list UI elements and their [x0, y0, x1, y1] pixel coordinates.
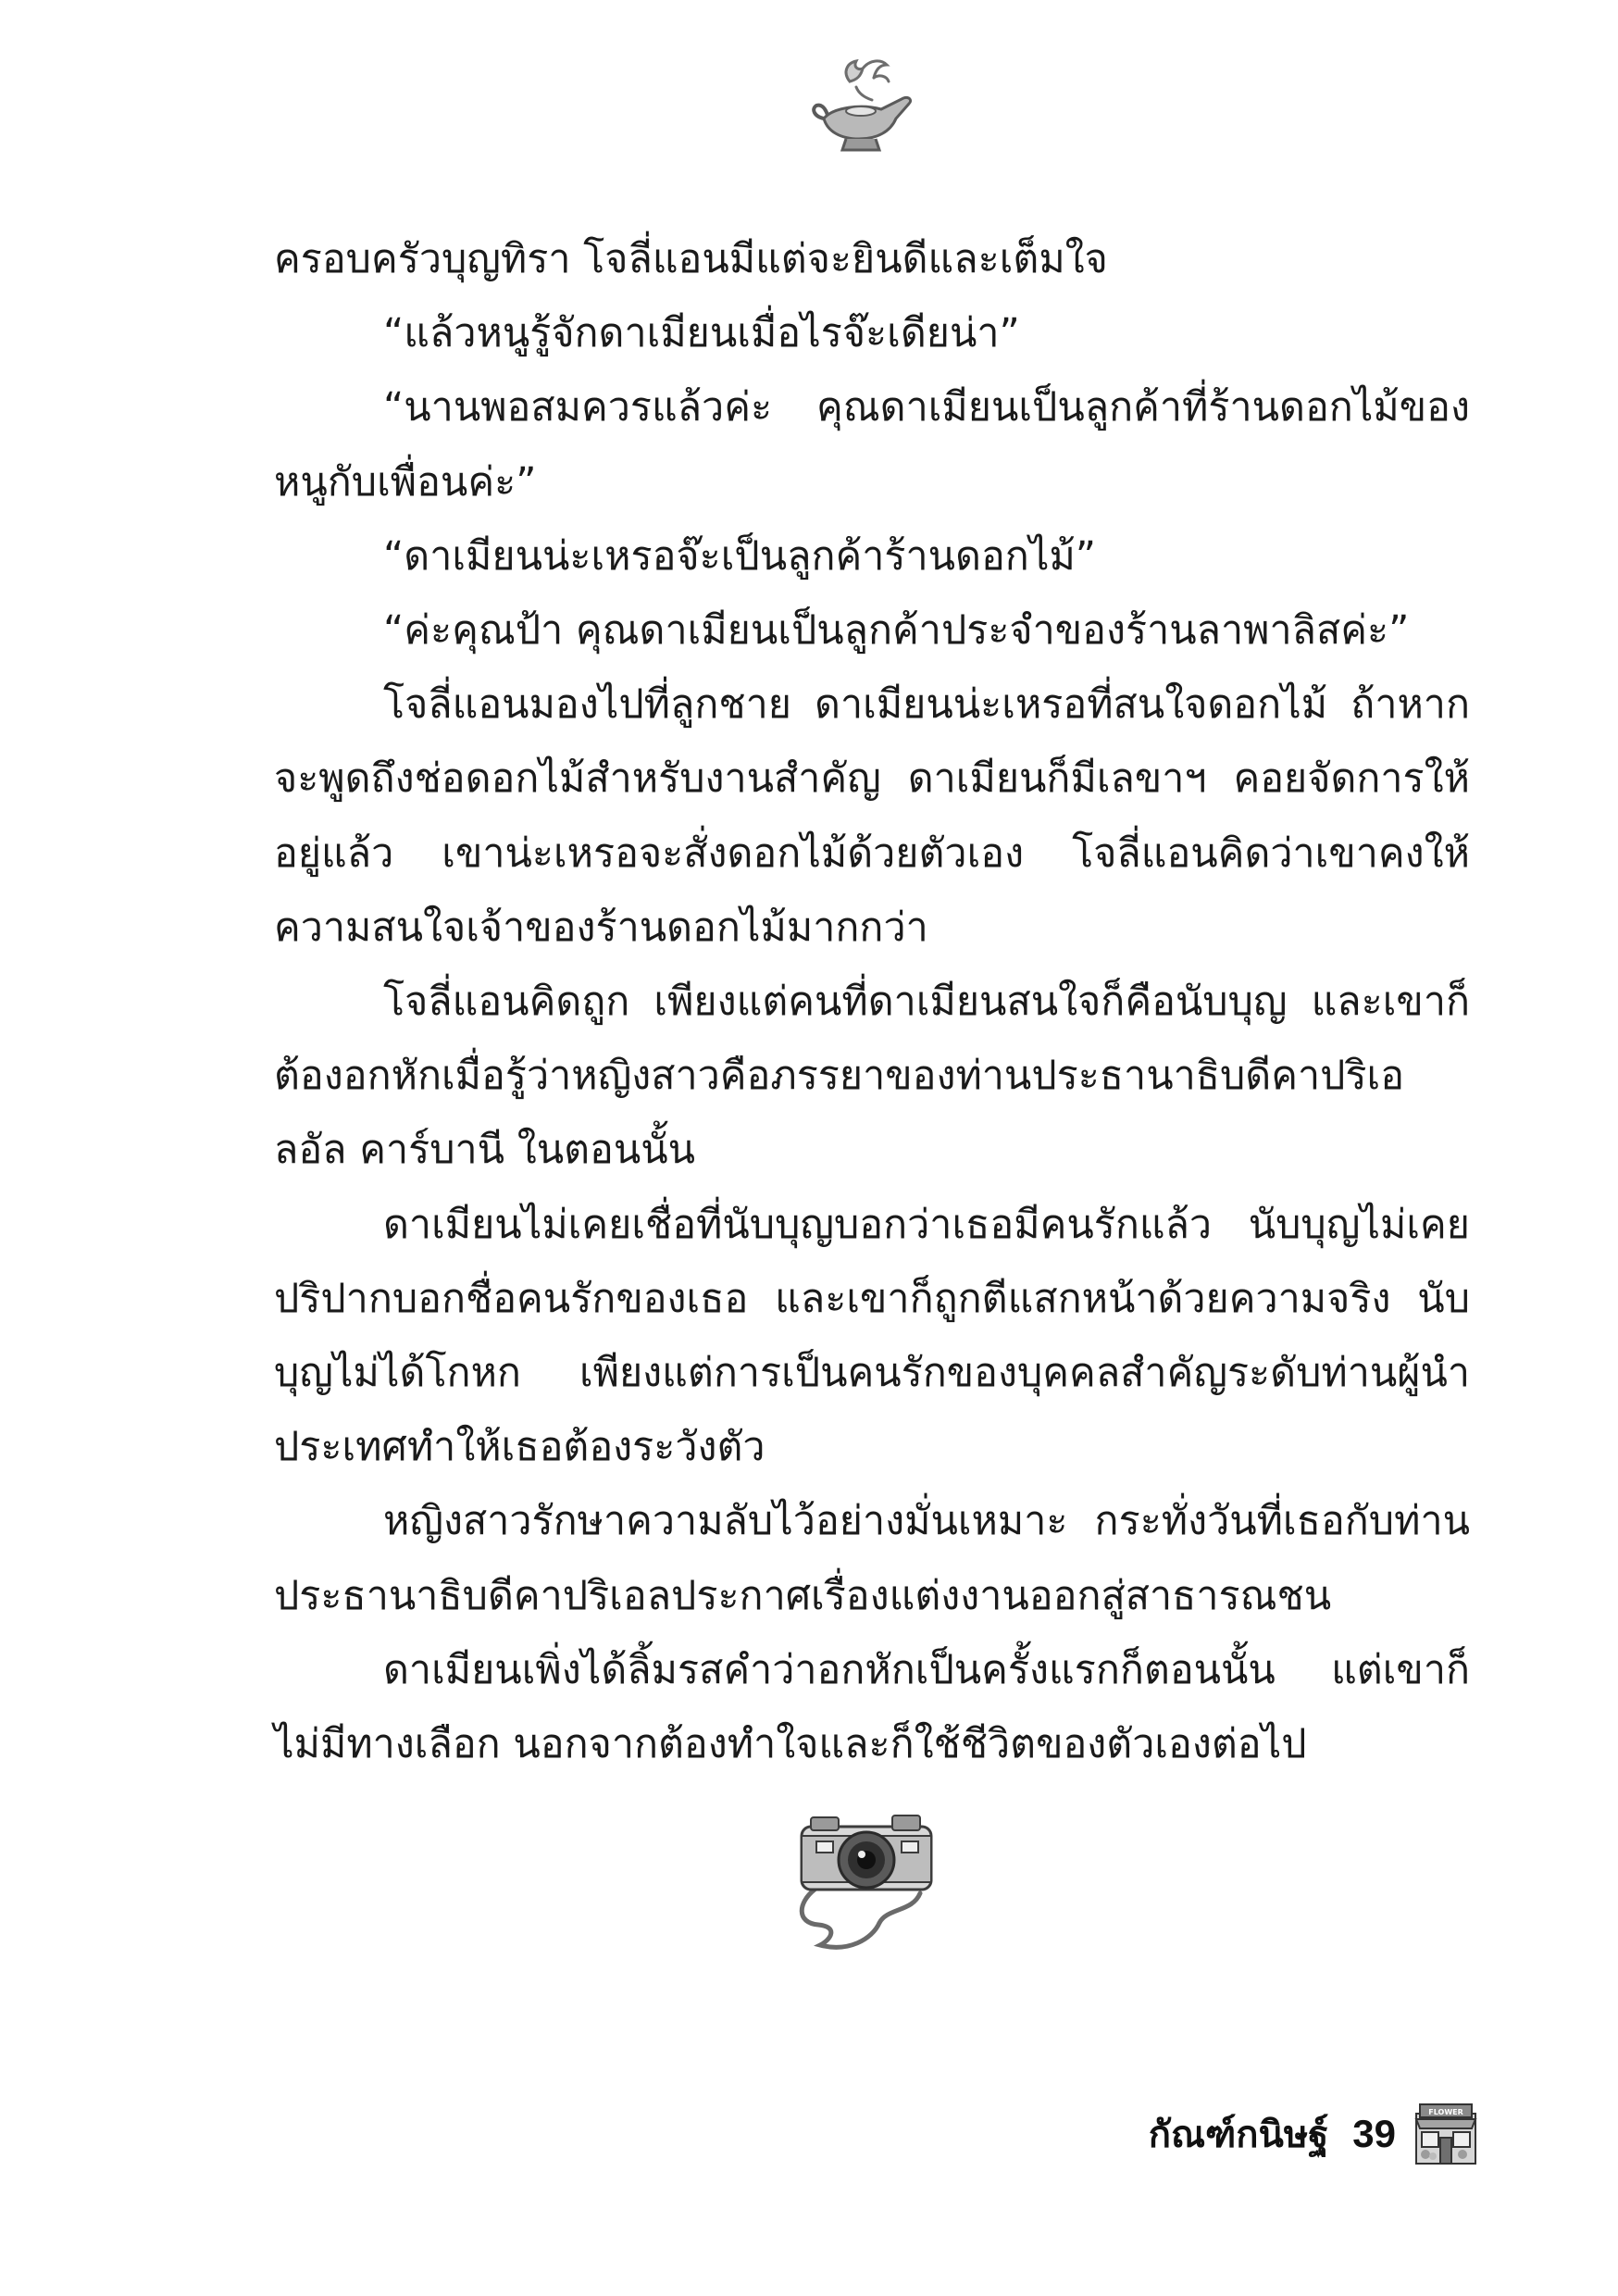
page-footer: [1149, 2102, 1479, 2166]
story-text: [274, 222, 1470, 1781]
book-title: กัณฑ์กนิษฐ์: [1148, 2114, 1329, 2156]
camera-icon: [783, 1801, 950, 1967]
paragraph: ดาเมียนไม่เคยเชื่อที่นับบุญบอกว่าเธอมีคนรักแล้ว นับบุญไม่เคยปริปากบอกชื่อคนรักของเธอ และเขาก็ถูกตีแสกหน้าด้วยความจริง นับบุญไม่ได้โกหก เพียงแต่การเป็นคนรักของบุคคลสำคัญระดับท่านผู้นำประเทศทำให้เธอต้องระวังตัว: [274, 1201, 1470, 1471]
flower-shop-icon: [1413, 2101, 1479, 2167]
paragraph: “นานพอสมควรแล้วค่ะ คุณดาเมียนเป็นลูกค้าที่ร้านดอกไม้ของหนูกับเพื่อนค่ะ”: [274, 384, 1470, 505]
paragraph: ครอบครัวบุญทิรา โจลี่แอนมีแต่จะยินดีและเต็มใจ: [274, 236, 1108, 282]
page-number: 39: [1352, 2112, 1396, 2155]
paragraph: หญิงสาวรักษาความลับไว้อย่างมั่นเหมาะ กระทั่งวันที่เธอกับท่านประธานาธิบดีคาปริเอลประกาศเรื่องแต่งงานออกสู่สาธารณชน: [274, 1498, 1470, 1619]
paragraph: ดาเมียนเพิ่งได้ลิ้มรสคำว่าอกหักเป็นครั้งแรกก็ตอนนั้น แต่เขาก็ไม่มีทางเลือก นอกจากต้องทำใจและก็ใช้ชีวิตของตัวเองต่อไป: [274, 1646, 1470, 1768]
paragraph: “ค่ะคุณป้า คุณดาเมียนเป็นลูกค้าประจำของร้านลาพาลิสค่ะ”: [383, 607, 1410, 655]
paragraph: “แล้วหนูรู้จักดาเมียนเมื่อไรจ๊ะเดียน่า”: [383, 310, 1020, 357]
genie-lamp-icon: [805, 54, 926, 160]
paragraph: โจลี่แอนคิดถูก เพียงแต่คนที่ดาเมียนสนใจก็คือนับบุญ และเขาก็ต้องอกหักเมื่อรู้ว่าหญิงสาวคือภรรยาของท่านประธานาธิบดีคาปริเอลอัล คาร์บานี ในตอนนั้น: [274, 979, 1470, 1174]
paragraph: โจลี่แอนมองไปที่ลูกชาย ดาเมียนน่ะเหรอที่สนใจดอกไม้ ถ้าหากจะพูดถึงช่อดอกไม้สำหรับงานสำคัญ ดาเมียนก็มีเลขาฯ คอยจัดการให้อยู่แล้ว เขาน่ะเหรอจะสั่งดอกไม้ด้วยตัวเอง โจลี่แอนคิดว่าเขาคงให้ความสนใจเจ้าของร้านดอกไม้มากกว่า: [274, 681, 1470, 951]
paragraph: “ดาเมียนน่ะเหรอจ๊ะเป็นลูกค้าร้านดอกไม้”: [383, 532, 1097, 580]
shop-sign-text: FLOWER: [1428, 2108, 1463, 2116]
